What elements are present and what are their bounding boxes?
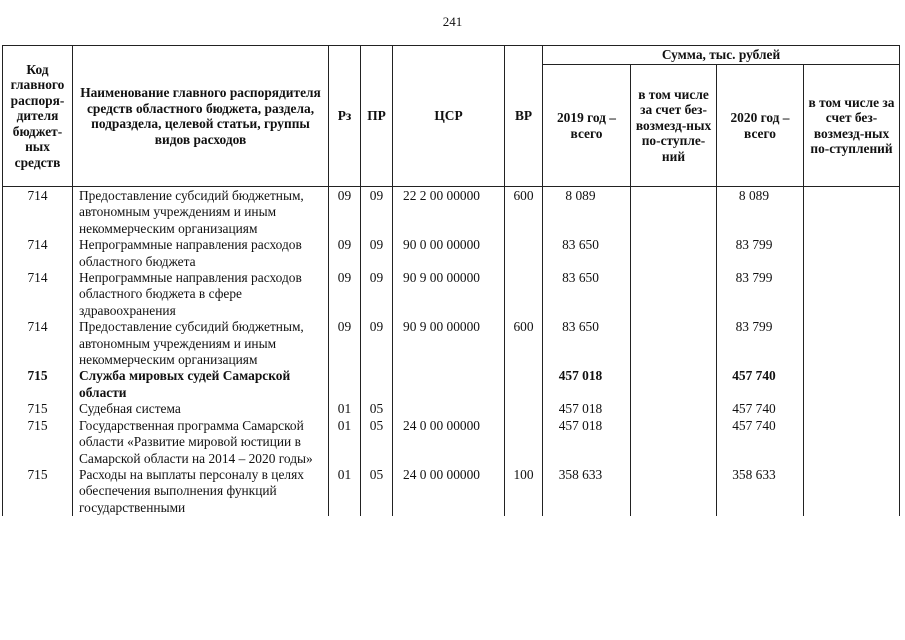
cell-2020-total: 457 740 — [717, 368, 804, 401]
cell-2019-free — [631, 187, 717, 238]
cell-2020-total: 457 740 — [717, 418, 804, 467]
budget-table — [2, 45, 900, 516]
cell-2019-free — [631, 418, 717, 467]
cell-name: Предоставление субсидий бюджетным, автономным учреждениям и иным некоммерческим организациям — [73, 319, 329, 368]
cell-name: Расходы на выплаты персоналу в целях обеспечения выполнения функций государственными — [73, 467, 329, 516]
cell-vr: 600 — [505, 187, 543, 238]
cell-code: 714 — [3, 270, 73, 319]
header-2020-free: в том числе за счет без-возмезд-ных по-ступлений — [804, 65, 900, 187]
cell-rz: 09 — [329, 319, 361, 368]
header-pr: ПР — [361, 46, 393, 187]
cell-2019-total: 83 650 — [543, 270, 631, 319]
cell-pr — [361, 368, 393, 401]
header-2020-total: 2020 год – всего — [717, 65, 804, 187]
cell-csr: 90 9 00 00000 — [393, 270, 505, 319]
table-row — [3, 187, 900, 238]
cell-csr — [393, 368, 505, 401]
cell-name: Служба мировых судей Самарской области — [73, 368, 329, 401]
cell-2019-total: 457 018 — [543, 418, 631, 467]
cell-rz: 01 — [329, 467, 361, 516]
table-row — [3, 418, 900, 467]
cell-code: 715 — [3, 418, 73, 467]
cell-vr — [505, 418, 543, 467]
cell-pr: 09 — [361, 270, 393, 319]
table-row — [3, 237, 900, 270]
cell-vr: 100 — [505, 467, 543, 516]
header-csr: ЦСР — [393, 46, 505, 187]
cell-csr: 24 0 00 00000 — [393, 418, 505, 467]
cell-vr: 600 — [505, 319, 543, 368]
cell-rz — [329, 368, 361, 401]
header-vr: ВР — [505, 46, 543, 187]
cell-vr — [505, 237, 543, 270]
table-header — [3, 46, 900, 187]
cell-code: 715 — [3, 401, 73, 417]
cell-2019-total: 83 650 — [543, 237, 631, 270]
cell-pr: 09 — [361, 319, 393, 368]
table-row — [3, 319, 900, 368]
table-row — [3, 401, 900, 417]
cell-2020-free — [804, 401, 900, 417]
cell-code: 714 — [3, 237, 73, 270]
cell-code: 714 — [3, 319, 73, 368]
cell-name: Предоставление субсидий бюджетным, автономным учреждениям и иным некоммерческим организациям — [73, 187, 329, 238]
cell-2019-total: 457 018 — [543, 368, 631, 401]
cell-name: Судебная система — [73, 401, 329, 417]
cell-2019-total: 358 633 — [543, 467, 631, 516]
cell-vr — [505, 368, 543, 401]
cell-2019-total: 8 089 — [543, 187, 631, 238]
cell-name: Непрограммные направления расходов областного бюджета — [73, 237, 329, 270]
cell-2020-free — [804, 187, 900, 238]
cell-rz: 09 — [329, 187, 361, 238]
cell-csr — [393, 401, 505, 417]
page-number: 241 — [442, 14, 463, 29]
cell-vr — [505, 270, 543, 319]
cell-2020-free — [804, 237, 900, 270]
cell-pr: 09 — [361, 187, 393, 238]
cell-csr: 24 0 00 00000 — [393, 467, 505, 516]
cell-2020-free — [804, 270, 900, 319]
cell-2019-free — [631, 237, 717, 270]
cell-name: Непрограммные направления расходов областного бюджета в сфере здравоохранения — [73, 270, 329, 319]
cell-2020-total: 83 799 — [717, 319, 804, 368]
header-sum: Сумма, тыс. рублей — [543, 46, 900, 65]
cell-csr: 90 0 00 00000 — [393, 237, 505, 270]
cell-rz: 01 — [329, 401, 361, 417]
cell-2019-total: 457 018 — [543, 401, 631, 417]
table-row — [3, 368, 900, 401]
cell-2020-free — [804, 319, 900, 368]
cell-2019-free — [631, 467, 717, 516]
cell-pr: 09 — [361, 237, 393, 270]
cell-2020-total: 83 799 — [717, 270, 804, 319]
cell-pr: 05 — [361, 401, 393, 417]
cell-2020-total: 83 799 — [717, 237, 804, 270]
cell-rz: 09 — [329, 270, 361, 319]
cell-rz: 01 — [329, 418, 361, 467]
header-2019-total: 2019 год – всего — [543, 65, 631, 187]
header-2019-free: в том числе за счет без-возмезд-ных по-ступле-ний — [631, 65, 717, 187]
cell-2020-total: 457 740 — [717, 401, 804, 417]
cell-2019-free — [631, 368, 717, 401]
table-body — [3, 187, 900, 517]
cell-2019-free — [631, 401, 717, 417]
cell-vr — [505, 401, 543, 417]
header-code: Код главного распоря-дителя бюджет-ных средств — [3, 46, 73, 187]
cell-csr: 22 2 00 00000 — [393, 187, 505, 238]
cell-2020-total: 8 089 — [717, 187, 804, 238]
cell-name: Государственная программа Самарской области «Развитие мировой юстиции в Самарской области на 2014 – 2020 годы» — [73, 418, 329, 467]
cell-2019-total: 83 650 — [543, 319, 631, 368]
cell-2019-free — [631, 270, 717, 319]
cell-code: 715 — [3, 368, 73, 401]
cell-2019-free — [631, 319, 717, 368]
table-row — [3, 467, 900, 516]
header-name: Наименование главного распорядителя средств областного бюджета, раздела, подраздела, целевой статьи, группы видов расходов — [73, 46, 329, 187]
cell-pr: 05 — [361, 418, 393, 467]
cell-2020-free — [804, 467, 900, 516]
cell-2020-total: 358 633 — [717, 467, 804, 516]
cell-2020-free — [804, 418, 900, 467]
header-rz: Рз — [329, 46, 361, 187]
cell-code: 715 — [3, 467, 73, 516]
cell-code: 714 — [3, 187, 73, 238]
cell-pr: 05 — [361, 467, 393, 516]
cell-2020-free — [804, 368, 900, 401]
table-row — [3, 270, 900, 319]
cell-rz: 09 — [329, 237, 361, 270]
cell-csr: 90 9 00 00000 — [393, 319, 505, 368]
